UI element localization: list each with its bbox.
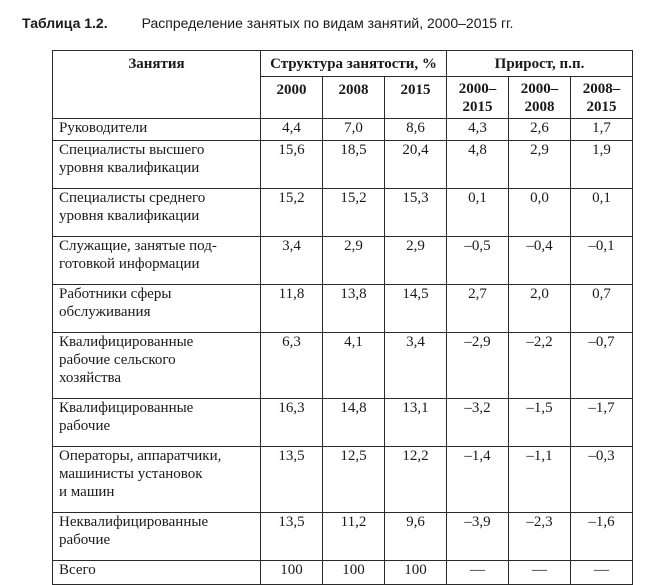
label-line: готовкой информации [59, 256, 200, 272]
cell-2000: 13,5 [261, 513, 323, 561]
cell-growth-2008-2015: 1,7 [571, 119, 633, 141]
employment-table [52, 50, 633, 585]
cell-2015: 12,2 [385, 447, 447, 513]
label-line: рабочие сельского [59, 352, 176, 368]
row-label [53, 237, 261, 285]
cell-2000: 100 [261, 561, 323, 585]
row-label [53, 333, 261, 399]
cell-growth-2000-2008: 2,9 [509, 141, 571, 189]
cell-2015: 100 [385, 561, 447, 585]
header-period [571, 77, 633, 119]
table-row [53, 119, 633, 141]
cell-2008: 13,8 [323, 285, 385, 333]
cell-2008: 7,0 [323, 119, 385, 141]
cell-growth-2008-2015: –0,7 [571, 333, 633, 399]
header-period [509, 77, 571, 119]
row-label [53, 447, 261, 513]
cell-growth-2000-2015: — [447, 561, 509, 585]
period-end: 2015 [586, 98, 617, 115]
label-line: Работники сферы [59, 286, 172, 302]
row-label [53, 561, 261, 585]
table-row [53, 189, 633, 237]
label-line: рабочие [59, 532, 111, 548]
label-line: рабочие [59, 418, 111, 434]
label-line: машинисты установок [59, 466, 203, 482]
cell-growth-2008-2015: — [571, 561, 633, 585]
label-line: Операторы, аппаратчики, [59, 448, 222, 464]
row-label [53, 285, 261, 333]
row-label [53, 399, 261, 447]
row-label [53, 141, 261, 189]
cell-2000: 15,2 [261, 189, 323, 237]
cell-2000: 3,4 [261, 237, 323, 285]
header-year: 2015 [385, 77, 447, 119]
cell-growth-2000-2015: –3,9 [447, 513, 509, 561]
cell-2008: 11,2 [323, 513, 385, 561]
cell-growth-2008-2015: –1,7 [571, 399, 633, 447]
cell-2000: 16,3 [261, 399, 323, 447]
row-label [53, 189, 261, 237]
header-year: 2000 [261, 77, 323, 119]
period-end: 2008 [524, 98, 555, 115]
cell-2015: 15,3 [385, 189, 447, 237]
period-start: 2000– [520, 80, 559, 97]
table-row [53, 447, 633, 513]
cell-growth-2000-2008: –2,3 [509, 513, 571, 561]
label-line: хозяйства [59, 370, 122, 386]
cell-growth-2000-2008: –2,2 [509, 333, 571, 399]
cell-growth-2000-2015: –2,9 [447, 333, 509, 399]
cell-growth-2000-2008: 0,0 [509, 189, 571, 237]
label-line: и машин [59, 484, 115, 500]
cell-growth-2000-2015: 4,8 [447, 141, 509, 189]
label-line: Неквалифицированные [59, 514, 209, 530]
cell-2015: 14,5 [385, 285, 447, 333]
table-row-total [53, 561, 633, 585]
cell-growth-2000-2008: –1,1 [509, 447, 571, 513]
cell-2015: 2,9 [385, 237, 447, 285]
cell-2000: 11,8 [261, 285, 323, 333]
cell-2015: 3,4 [385, 333, 447, 399]
row-label [53, 513, 261, 561]
label-line: обслуживания [59, 304, 151, 320]
cell-growth-2000-2008: –1,5 [509, 399, 571, 447]
table-row [53, 513, 633, 561]
label-line: Служащие, занятые под- [59, 238, 217, 254]
label-line: уровня квалификации [59, 160, 200, 176]
cell-growth-2000-2015: 4,3 [447, 119, 509, 141]
cell-2008: 14,8 [323, 399, 385, 447]
cell-2008: 2,9 [323, 237, 385, 285]
label-line: Руководители [59, 120, 148, 136]
cell-growth-2000-2015: –3,2 [447, 399, 509, 447]
cell-growth-2008-2015: –1,6 [571, 513, 633, 561]
cell-2008: 15,2 [323, 189, 385, 237]
table-title: Распределение занятых по видам занятий, 2000–2015 гг. [141, 15, 514, 31]
table-row [53, 285, 633, 333]
cell-growth-2008-2015: –0,1 [571, 237, 633, 285]
cell-2008: 100 [323, 561, 385, 585]
label-line: Всего [59, 562, 96, 578]
cell-2015: 20,4 [385, 141, 447, 189]
header-year: 2008 [323, 77, 385, 119]
header-occupation: Занятия [53, 51, 261, 119]
table-caption [22, 14, 513, 32]
cell-growth-2000-2008: — [509, 561, 571, 585]
cell-2008: 18,5 [323, 141, 385, 189]
cell-2008: 4,1 [323, 333, 385, 399]
cell-growth-2000-2008: 2,0 [509, 285, 571, 333]
cell-2015: 13,1 [385, 399, 447, 447]
header-structure: Структура занятости, % [261, 51, 447, 77]
cell-growth-2000-2008: –0,4 [509, 237, 571, 285]
cell-2000: 4,4 [261, 119, 323, 141]
period-start: 2008– [582, 80, 621, 97]
table-row [53, 141, 633, 189]
header-period [447, 77, 509, 119]
table-number: Таблица 1.2. [22, 15, 108, 31]
header-row-groups [53, 51, 633, 77]
label-line: Специалисты высшего [59, 142, 205, 158]
cell-growth-2000-2015: 0,1 [447, 189, 509, 237]
cell-growth-2008-2015: 1,9 [571, 141, 633, 189]
table-row [53, 399, 633, 447]
table-row [53, 237, 633, 285]
cell-2000: 6,3 [261, 333, 323, 399]
cell-2008: 12,5 [323, 447, 385, 513]
label-line: Специалисты среднего [59, 190, 206, 206]
cell-2015: 8,6 [385, 119, 447, 141]
row-label [53, 119, 261, 141]
cell-2000: 15,6 [261, 141, 323, 189]
cell-growth-2008-2015: –0,3 [571, 447, 633, 513]
label-line: уровня квалификации [59, 208, 200, 224]
cell-2015: 9,6 [385, 513, 447, 561]
cell-growth-2008-2015: 0,1 [571, 189, 633, 237]
period-start: 2000– [458, 80, 497, 97]
header-growth: Прирост, п.п. [447, 51, 633, 77]
cell-growth-2000-2015: –0,5 [447, 237, 509, 285]
cell-growth-2000-2015: 2,7 [447, 285, 509, 333]
cell-growth-2000-2008: 2,6 [509, 119, 571, 141]
label-line: Квалифицированные [59, 400, 194, 416]
cell-growth-2008-2015: 0,7 [571, 285, 633, 333]
period-end: 2015 [462, 98, 493, 115]
label-line: Квалифицированные [59, 334, 194, 350]
cell-growth-2000-2015: –1,4 [447, 447, 509, 513]
cell-2000: 13,5 [261, 447, 323, 513]
table-row [53, 333, 633, 399]
